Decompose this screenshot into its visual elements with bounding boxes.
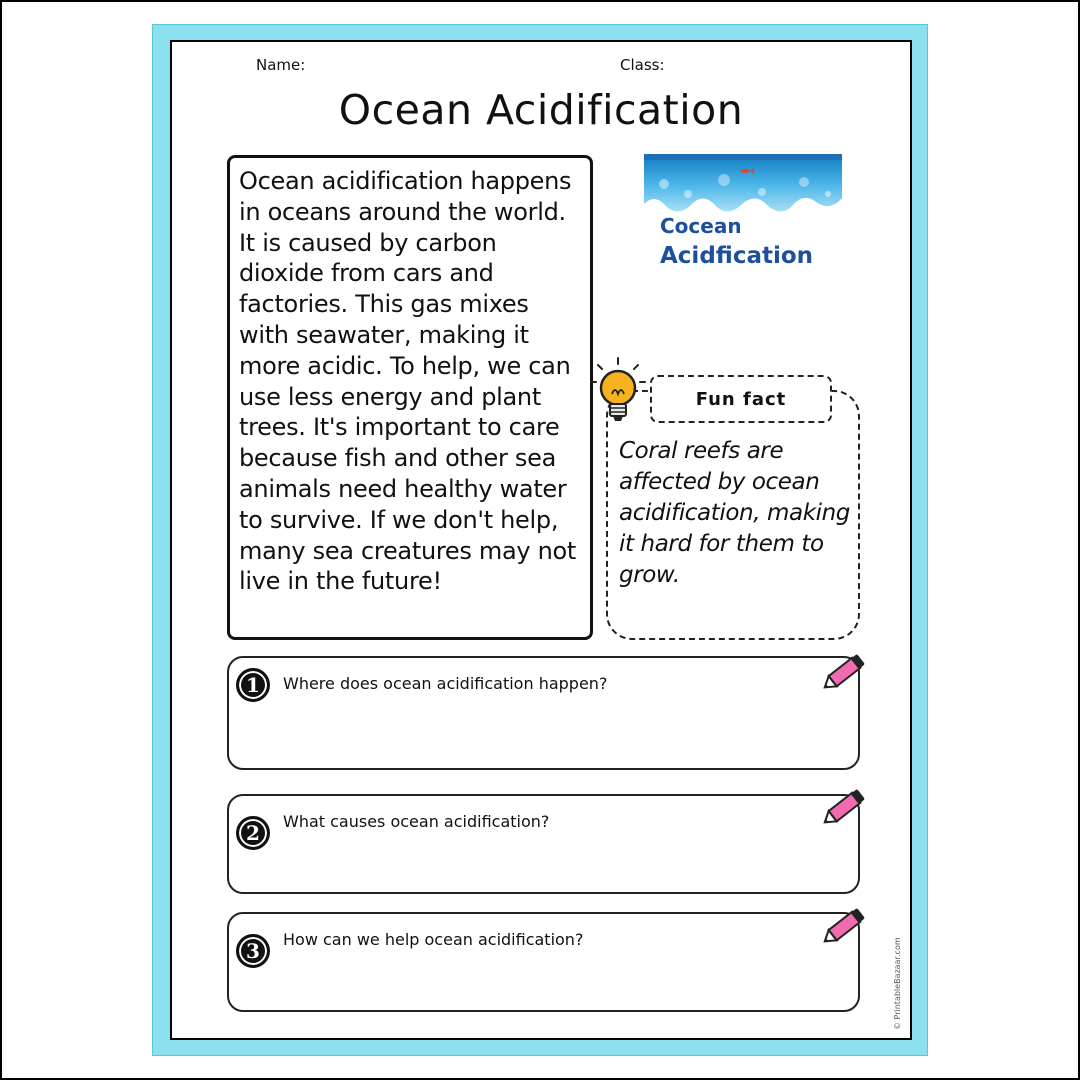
pencil-icon — [818, 650, 870, 696]
question-2-number-badge: 2 — [236, 816, 270, 850]
name-label: Name: — [256, 56, 306, 74]
pencil-icon — [818, 785, 870, 831]
lightbulb-icon — [588, 356, 648, 428]
question-3-text: How can we help ocean acidification? — [283, 930, 584, 949]
illustration-line2: Acidfication — [660, 243, 814, 269]
question-1-number-badge: 1 — [236, 668, 270, 702]
question-3-number-badge: 3 — [236, 934, 270, 968]
question-1-text: Where does ocean acidification happen? — [283, 674, 608, 693]
passage-text: Ocean acidification happens in oceans around the world. It is caused by carbon dioxide from cars and factories. This gas mixes with seawater, making it more acidic. To help, we can use less energy and plant trees. It's important to care because fish and other sea animals need healthy water to survive. If we don't help, many sea creatures may not live in the future! — [239, 167, 577, 596]
ocean-acidification-illustration — [644, 154, 842, 274]
reading-passage — [227, 155, 593, 640]
question-3-answer-box[interactable] — [227, 912, 860, 1012]
fun-fact-label: Fun fact — [650, 375, 832, 423]
question-2-text: What causes ocean acidification? — [283, 812, 550, 831]
illustration-line1: Cocean — [660, 214, 742, 238]
pencil-icon — [818, 904, 870, 950]
page-title: Ocean Acidification — [338, 86, 744, 134]
copyright-watermark: © PrintableBazaar.com — [893, 937, 902, 1030]
fun-fact-text: Coral reefs are affected by ocean acidification, making it hard for them to grow. — [619, 438, 851, 588]
class-label: Class: — [620, 56, 665, 74]
question-2-answer-box[interactable] — [227, 794, 860, 894]
